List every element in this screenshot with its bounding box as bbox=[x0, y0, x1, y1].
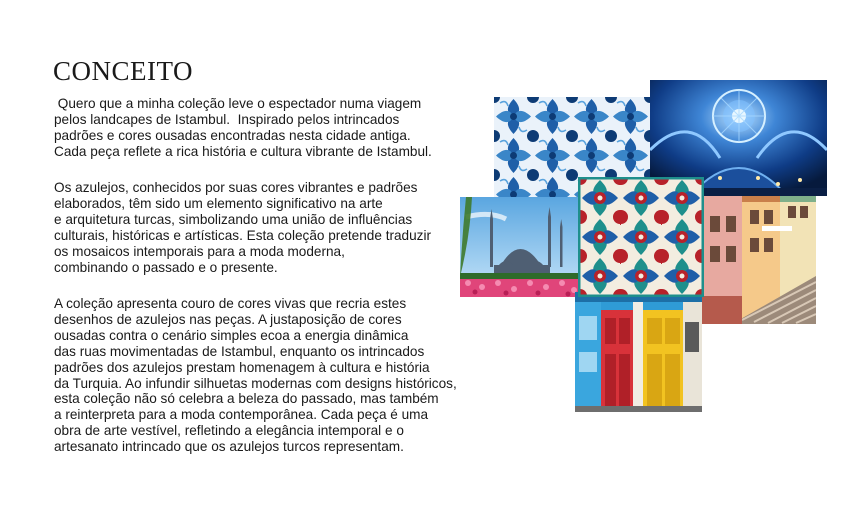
text-line: padrões e cores ousadas encontradas nesta cidade antiga. bbox=[54, 127, 411, 143]
text-line: esta coleção não só celebra a beleza do passado, mas também bbox=[54, 391, 439, 407]
text-line: obra de arte vestível, refletindo a elegância intemporal e o bbox=[54, 423, 404, 439]
colorful-houses-photo bbox=[575, 292, 702, 412]
text-line: padrões dos azulejos prestam homenagem à cultura e história bbox=[54, 359, 430, 375]
text-line: Os azulejos, conhecidos por suas cores vibrantes e padrões bbox=[54, 180, 418, 195]
text-line: pelos landcapes de Istambul. Inspirado pelos intrincados bbox=[54, 111, 400, 127]
text-line: desenhos de azulejos nas peças. A justaposição de cores bbox=[54, 311, 402, 327]
text-line: elaborados, têm sido um elemento significativo na arte bbox=[54, 195, 383, 211]
ceramic-mosaic-photo bbox=[578, 177, 704, 297]
street-stairs-photo bbox=[702, 196, 816, 324]
text-line: culturais, históricas e artísticas. Esta coleção pretende traduzir bbox=[54, 227, 432, 243]
text-line: ousadas contra o cenário simples ecoa a energia dinâmica bbox=[54, 327, 409, 343]
text-line: artesanato intrincado que os azulejos turcos representam. bbox=[54, 439, 404, 455]
collection-paragraph bbox=[54, 296, 464, 455]
text-line: Cada peça reflete a rica história e cultura vibrante de Istambul. bbox=[54, 143, 432, 159]
text-line: a reinterpreta para a moda contemporânea. Cada peça é uma bbox=[54, 407, 429, 423]
text-line: e arquitetura turcas, simbolizando uma união de influências bbox=[54, 211, 413, 227]
blue-tile-photo bbox=[494, 97, 650, 197]
intro-paragraph bbox=[54, 96, 464, 160]
text-line: combinando o passado e o presente. bbox=[54, 259, 278, 275]
text-line: das ruas movimentadas de Istambul, enquanto os intrincados bbox=[54, 343, 425, 359]
text-line: A coleção apresenta couro de cores vivas que recria estes bbox=[54, 296, 407, 311]
text-line: da Turquia. Ao infundir silhuetas modernas com designs históricos, bbox=[54, 375, 457, 391]
tiles-paragraph bbox=[54, 180, 464, 275]
text-line: Quero que a minha coleção leve o espectador numa viagem bbox=[54, 96, 422, 111]
blue-mosque-photo bbox=[460, 197, 578, 297]
mosque-dome-photo bbox=[650, 80, 827, 196]
text-line: os mosaicos intemporais para a moda moderna, bbox=[54, 243, 345, 259]
page-title: CONCEITO bbox=[53, 56, 194, 86]
